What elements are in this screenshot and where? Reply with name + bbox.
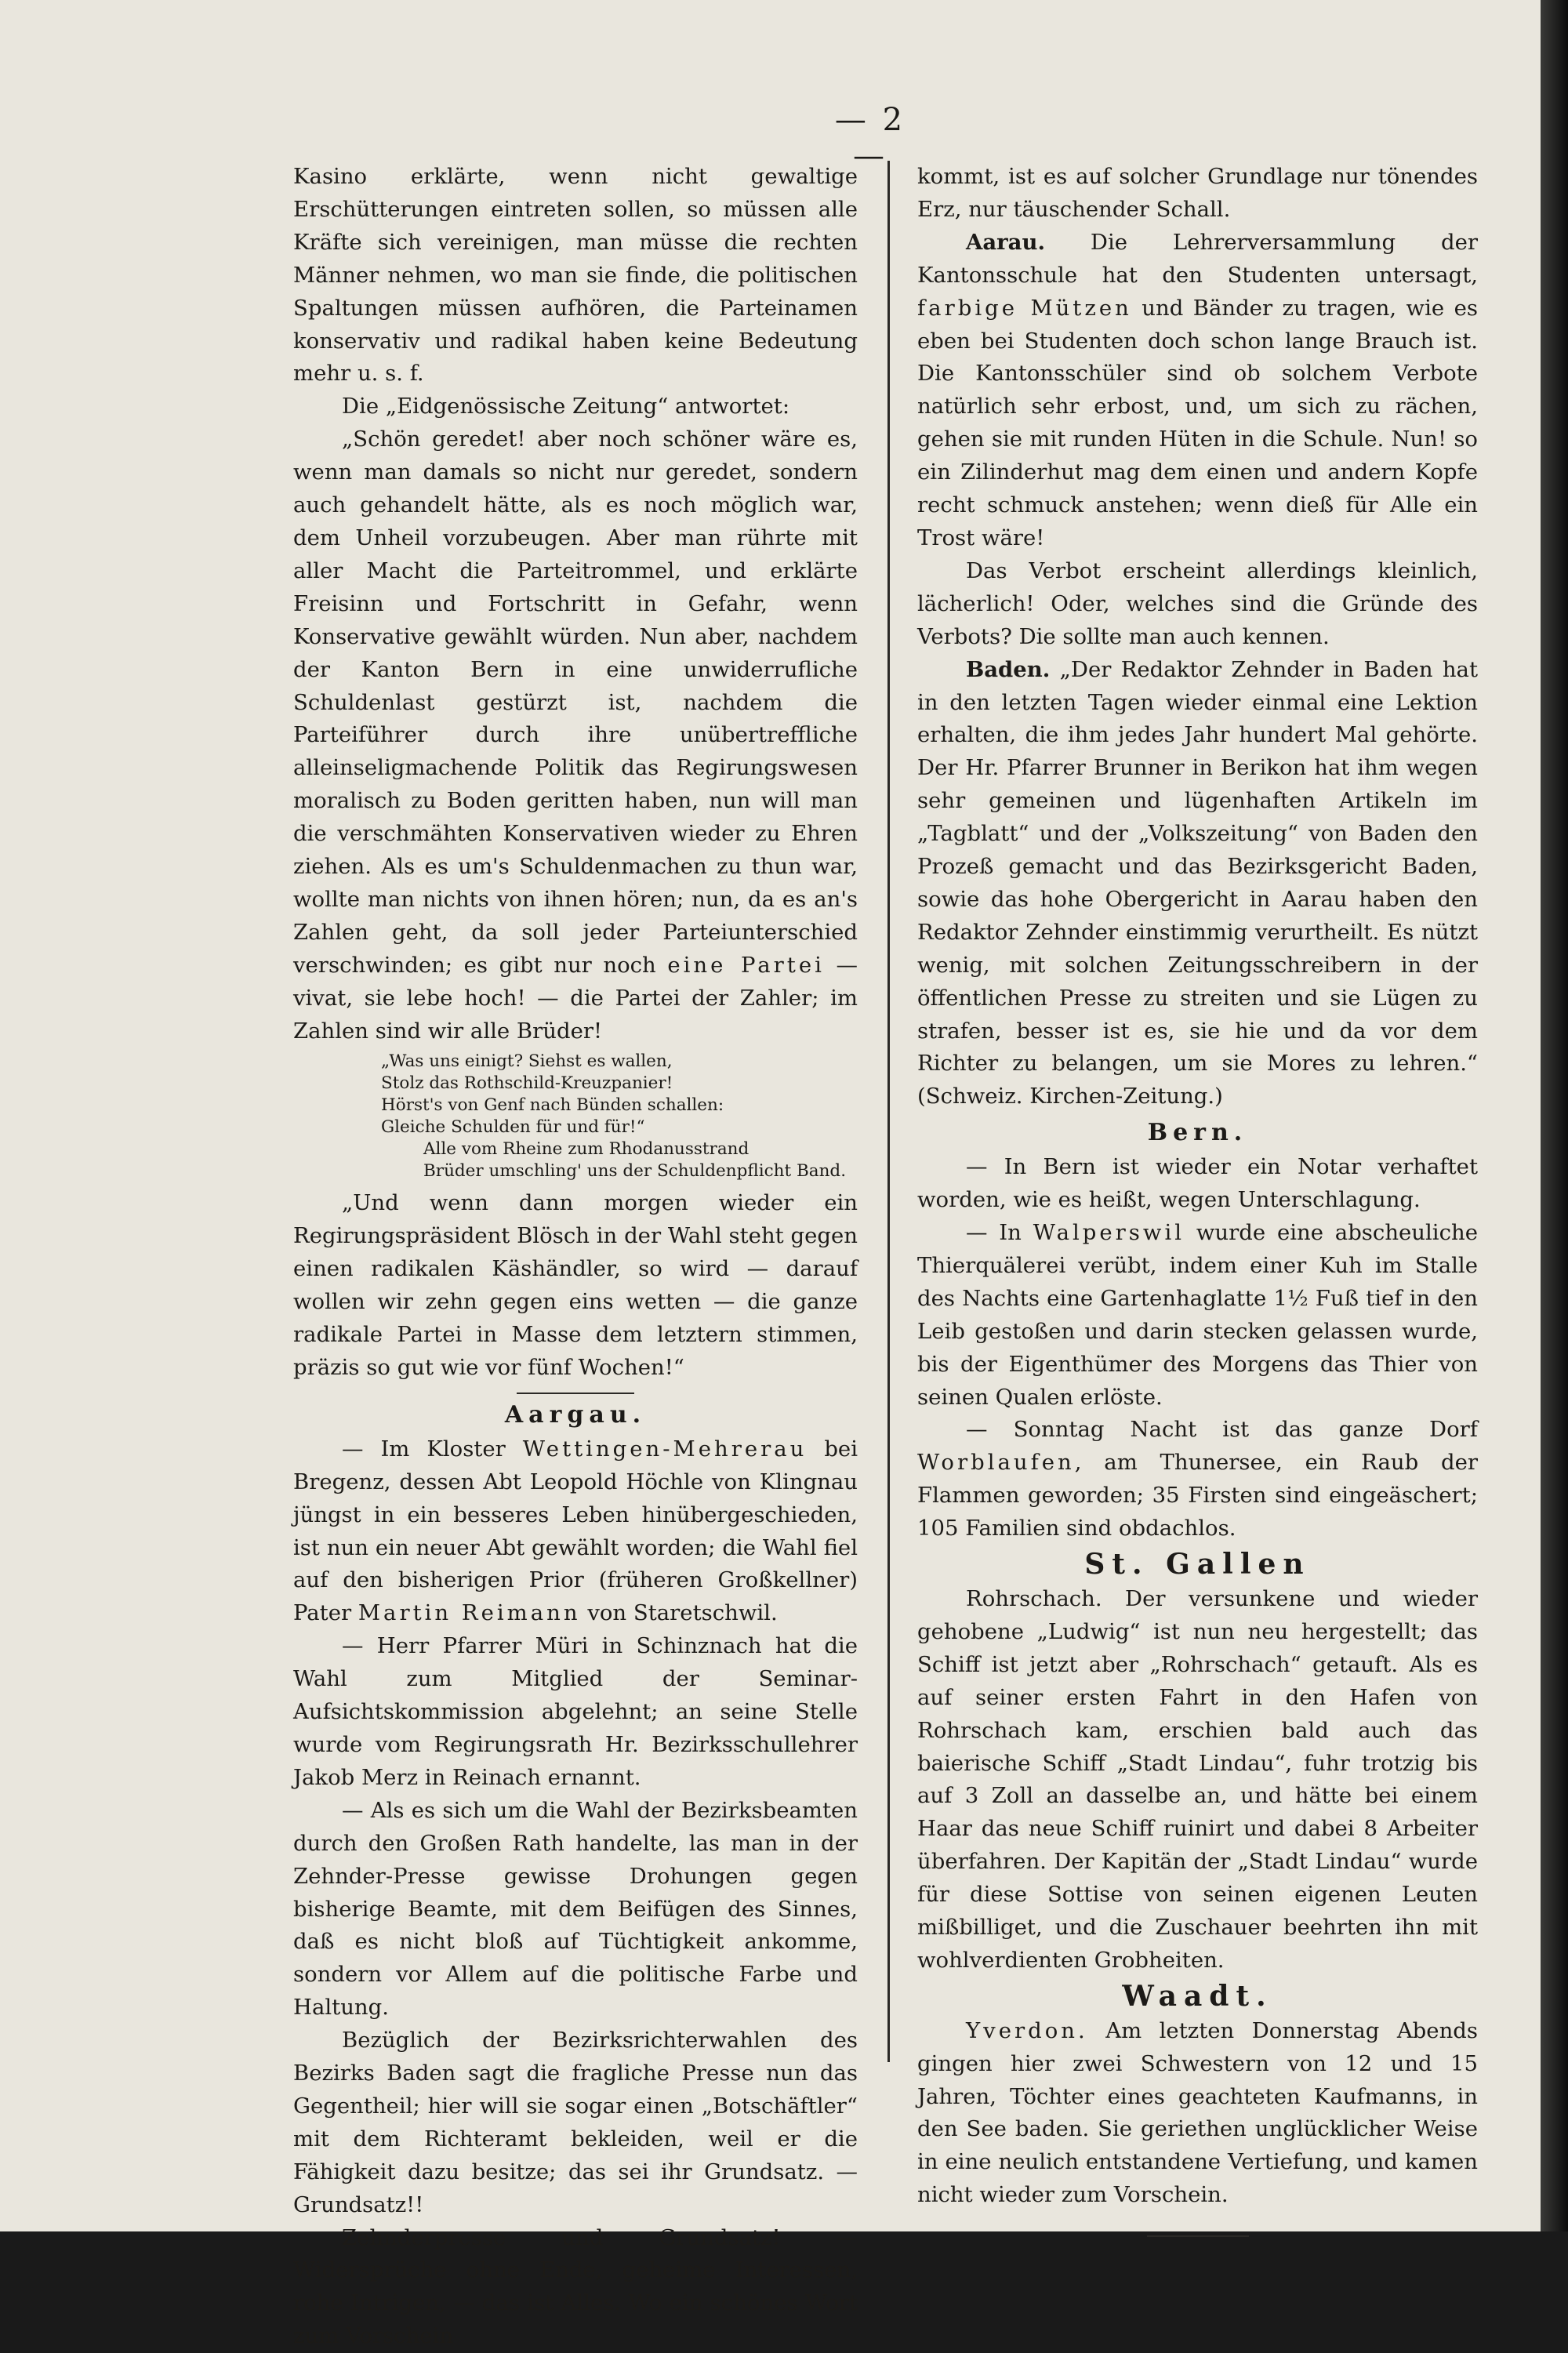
paragraph: „Und wenn dann morgen wieder ein Regirungspräsident Blösch in der Wahl steht gegen einen radikalen Käshändler, so wird — darauf wollen wir zehn gegen eins wetten — die ganze radikale Partei in Masse dem letztern stimmen, präzis so gut wie vor fünf Wochen!“ (293, 1190, 858, 1380)
emphasis: Walperswil (1033, 1220, 1185, 1245)
place-label: Baden. (966, 656, 1051, 682)
paragraph: — Im Kloster Wettingen-Mehrerau bei Bregenz, dessen Abt Leopold Höchle von Klingnau jüngst in ein besseres Leben hinübergeschieden, ist nun ein neuer Abt gewählt worden; die Wahl fiel auf den bisherigen Prior (früheren Großkellner) Pater Martin Reimann von Staretschwil. (293, 1436, 858, 1626)
poem-line: Brüder umschling' uns der Schuldenpflicht Band. (423, 1161, 847, 1182)
column-right (917, 161, 1478, 2237)
poem-line: „Was uns einigt? Siehst es wallen, (381, 1051, 673, 1072)
emphasis: eine Partei (667, 952, 825, 978)
section-rule (517, 1393, 634, 1394)
paragraph: „Schön geredet! aber noch schöner wäre es, wenn man damals so nicht nur geredet, sondern auch gehandelt hätte, als es noch möglich war, dem Unheil vorzubeugen. Aber man rührte mit aller Macht die Parteitrommel, und erklärte Freisinn und Fortschritt in Gefahr, wenn Konservative gewählt würden. Nun aber, nachdem der Kanton Bern in eine unwiderrufliche Schuldenlast gestürzt ist, nachdem die Parteiführer durch ihre unübertreffliche alleinseligmachende Politik das Regirungswesen moralisch zu Boden geritten haben, nun will man die verschmähten Konservativen wieder zu Ehren ziehen. Als es um's Schuldenmachen zu thun war, wollte man nichts von ihnen hören; nun, da es an's Zahlen geht, da soll jeder Parteiunterschied verschwinden; es gibt nur noch eine Partei — vivat, sie lebe hoch! — die Partei der Zahler; im Zahlen sind wir alle Brüder! (293, 427, 858, 1044)
poem (293, 1051, 858, 1182)
column-left (293, 161, 858, 2353)
paragraph: — In Bern ist wieder ein Notar verhaftet worden, wie es heißt, wegen Unterschlagung. (917, 1154, 1478, 1213)
emphasis: Martin Reimann (358, 1600, 581, 1626)
paragraph: Das Verbot erscheint allerdings kleinlich, lächerlich! Oder, welches sind die Gründe des Verbots? Die sollte man auch kennen. (917, 557, 1478, 649)
heading-bern: Bern. (1147, 1119, 1248, 1147)
emphasis: Wettingen-Mehrerau (522, 1436, 808, 1462)
paragraph: Zehnderpresse und Grundsatz! — Widersprüche ohne Ende, geheime Interessen, rohe Intrigen, — das ist Alles. Wo ein schönes Wort zum Vorschein (293, 2224, 858, 2349)
paragraph: Kasino erklärte, wenn nicht gewaltige Erschütterungen eintreten sollen, so müssen alle Kräfte sich vereinigen, man müsse die rechten Männer nehmen, wo man sie finde, die politischen Spaltungen müssen aufhören, die Parteinamen konservativ und radikal haben keine Bedeutung mehr u. s. f. (293, 164, 858, 387)
end-ornament (1147, 2235, 1249, 2237)
heading-st-gallen: St. Gallen (1084, 1548, 1311, 1581)
poem-line: Hörst's von Genf nach Bünden schallen: (381, 1095, 724, 1116)
paragraph: — Als es sich um die Wahl der Bezirksbeamten durch den Großen Rath handelte, las man in der Zehnder-Presse gewisse Drohungen gegen bisherige Beamte, mit dem Beifügen des Sinnes, daß es nicht bloß auf Tüchtigkeit ankomme, sondern vor Allem auf die politische Farbe und Haltung. (293, 1797, 858, 2021)
emphasis: Worblaufen (917, 1450, 1075, 1476)
poem-line: Gleiche Schulden für und für!“ (381, 1117, 645, 1138)
paragraph: kommt, ist es auf solcher Grundlage nur tönendes Erz, nur täuschender Schall. (917, 164, 1478, 222)
poem-line: Alle vom Rheine zum Rhodanusstrand (423, 1139, 750, 1160)
source-citation: (Schweiz. Kirchen-Zeitung.) (917, 1084, 1223, 1109)
heading-aargau: Aargau. (504, 1400, 647, 1429)
emphasis: farbige Mützen (917, 295, 1132, 321)
heading-waadt: Waadt. (1122, 1979, 1273, 2013)
emphasis: Yverdon. (966, 2017, 1088, 2043)
poem-line: Stolz das Rothschild-Kreuzpanier! (381, 1073, 673, 1094)
place-label: Aarau. (966, 229, 1046, 255)
paragraph: Yverdon. Am letzten Donnerstag Abends gingen hier zwei Schwestern von 12 und 15 Jahren, Töchter eines geachteten Kaufmanns, in den See baden. Sie geriethen unglücklicher Weise in eine neulich entstandene Vertiefung, und kamen nicht wieder zum Vorschein. (917, 2017, 1478, 2208)
column-divider (887, 161, 890, 2062)
book-spine (1541, 0, 1568, 2231)
paragraph: — In Walperswil wurde eine abscheuliche Thierquälerei verübt, indem einer Kuh im Stalle des Nachts eine Gartenhaglatte 1½ Fuß tief in den Leib gestoßen und darin stecken gelassen wurde, bis der Eigenthümer des Morgens das Thier von seinen Qualen erlöste. (917, 1220, 1478, 1410)
paragraph: Rohrschach. Der versunkene und wieder gehobene „Ludwig“ ist nun neu hergestellt; das Schiff ist jetzt aber „Rohrschach“ getauft. Als es auf seiner ersten Fahrt in den Hafen von Rohrschach kam, erschien bald auch das baierische Schiff „Stadt Lindau“, fuhr trotzig bis auf 3 Zoll an dasselbe an, und hätte bei einem Haar das neue Schiff ruinirt und dabei 8 Arbeiter überfahren. Der Kapitän der „Stadt Lindau“ wurde für diese Sottise von seinen eigenen Leuten mißbilliget, und die Zuschauer beehrten ihn mit wohlverdienten Grobheiten. (917, 1585, 1478, 1973)
paragraph: Aarau. Die Lehrerversammlung der Kantonsschule hat den Studenten untersagt, farbige Mützen und Bänder zu tragen, wie es eben bei Studenten doch schon lange Brauch ist. Die Kantonsschüler sind ob solchem Verbote natürlich sehr erbost, und, um sich zu rächen, gehen sie mit runden Hüten in die Schule. Nun! so ein Zilinderhut mag dem einen und andern Kopfe recht schmuck anstehen; wenn dieß für Alle ein Trost wäre! (917, 229, 1478, 550)
paragraph: Baden. „Der Redaktor Zehnder in Baden hat in den letzten Tagen wieder einmal eine Lektion erhalten, die ihm jedes Jahr hundert Mal gehörte. Der Hr. Pfarrer Brunner in Berikon hat ihm wegen sehr gemeinen und lügenhaften Artikeln im „Tagblatt“ und der „Volkszeitung“ von Baden den Prozeß gemacht und das Bezirksgericht Baden, sowie das hohe Obergericht in Aarau haben den Redaktor Zehnder einstimmig verurtheilt. Es nützt wenig, mit solchen Zeitungsschreibern in der öffentlichen Presse zu streiten und sie Lügen zu strafen, besser ist es, sie hie und da vor dem Richter zu belangen, um sie Mores zu lehren.“ (Schweiz. Kirchen-Zeitung.) (917, 656, 1478, 1109)
paragraph: — Sonntag Nacht ist das ganze Dorf Worblaufen, am Thunersee, ein Raub der Flammen geworden; 35 Firsten sind eingeäschert; 105 Familien sind obdachlos. (917, 1417, 1478, 1541)
paragraph: Die „Eidgenössische Zeitung“ antwortet: (342, 394, 790, 419)
paragraph: Bezüglich der Bezirksrichterwahlen des Bezirks Baden sagt die fragliche Presse nun das Gegentheil; hier will sie sogar einen „Botschäftler“ mit dem Richteramt bekleiden, weil er die Fähigkeit dazu besitze; das sei ihr Grundsatz. — Grundsatz!! (293, 2028, 858, 2217)
page-number: — 2 — (834, 102, 906, 174)
paragraph: — Herr Pfarrer Müri in Schinznach hat die Wahl zum Mitglied der Seminar-Aufsichtskommission abgelehnt; an seine Stelle wurde vom Regirungsrath Hr. Bezirksschullehrer Jakob Merz in Reinach ernannt. (293, 1633, 858, 1790)
